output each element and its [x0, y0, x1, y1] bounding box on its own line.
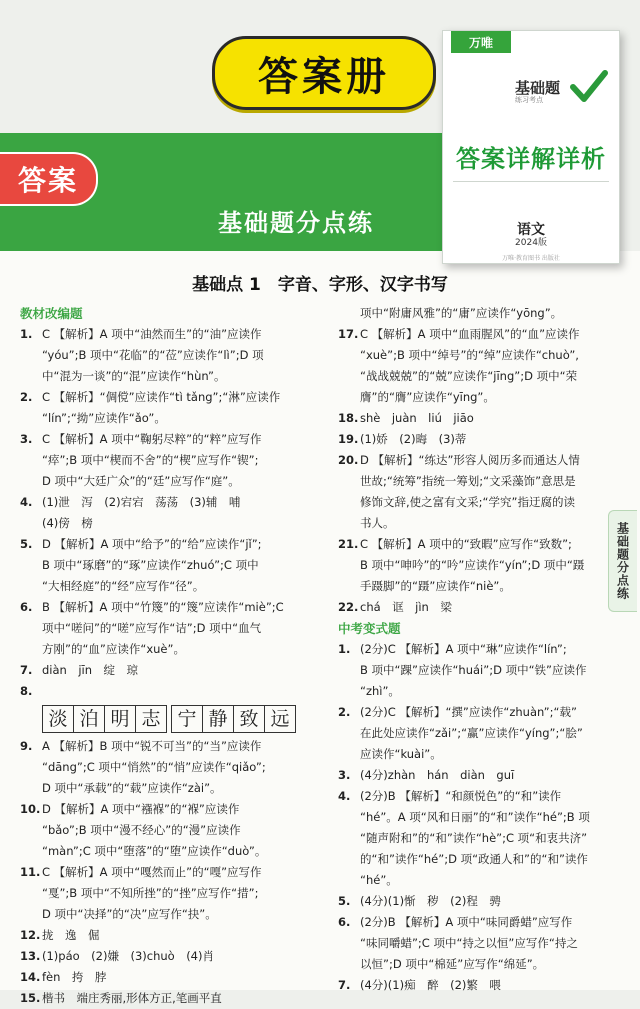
item-line: C 【解析】A 项中的“致暇”应写作“致数”;	[360, 537, 572, 551]
answer-item	[338, 597, 606, 618]
answer-item	[338, 408, 606, 429]
answer-item	[338, 723, 606, 744]
answer-item	[20, 366, 320, 387]
item-number	[20, 513, 42, 534]
item-line: (2分)B 【解析】“和颜悦色”的“和”读作	[360, 789, 562, 803]
answer-item	[20, 883, 320, 904]
answer-item	[20, 946, 320, 967]
item-number	[338, 345, 360, 366]
answer-item	[20, 660, 320, 681]
item-number	[20, 757, 42, 778]
answer-item	[338, 534, 606, 555]
answer-item	[20, 387, 320, 408]
item-number: 5.	[20, 537, 33, 551]
item-line: B 项中“呻吟”的“吟”应读作“yín”;D 项中“蹑	[360, 558, 585, 572]
band-title: 基础题分点练	[218, 209, 374, 237]
item-line: “大相经庭”的“经”应写作“径”。	[42, 579, 205, 593]
item-line: “戛”;B 项中“不知所挫”的“挫”应写作“措”;	[42, 886, 259, 900]
item-line: (1)泄 泻 (2)宕宕 荡荡 (3)辅 哺	[42, 495, 241, 509]
item-number: 3.	[20, 432, 33, 446]
item-number	[338, 471, 360, 492]
answer-item	[20, 555, 320, 576]
answer-item	[20, 597, 320, 618]
answer-item	[338, 681, 606, 702]
answer-item	[20, 450, 320, 471]
answer-item	[338, 660, 606, 681]
item-line: “hé”。	[360, 873, 398, 887]
side-tab: 基础题分点练	[608, 510, 637, 612]
item-line: 在此处应读作“zǎi”;“赢”应读作“yíng”;“脍”	[360, 726, 583, 740]
answer-item	[338, 807, 606, 828]
answer-item	[20, 324, 320, 345]
answer-item	[20, 799, 320, 820]
item-line: diàn jīn 绽 琼	[42, 663, 139, 677]
item-number: 10.	[20, 802, 41, 816]
item-number	[338, 954, 360, 975]
item-line: 方刚”的“血”应读作“xuè”。	[42, 642, 185, 656]
item-number: 2.	[338, 705, 351, 719]
left-column	[20, 303, 320, 1009]
answer-item	[20, 576, 320, 597]
item-line: “味同嚼蜡”;C 项中“持之以恒”应写作“持之	[360, 936, 578, 950]
answer-item	[20, 681, 320, 702]
box-char: 泊	[74, 706, 105, 732]
item-line: shè juàn liú jiāo	[360, 411, 474, 425]
box-group-1	[42, 705, 167, 733]
item-line: C 【解析】A 项中“嘎然而止”的“嘎”应写作	[42, 865, 262, 879]
item-line: chá 诓 jìn 梁	[360, 600, 452, 614]
item-number	[338, 933, 360, 954]
answer-item	[20, 757, 320, 778]
item-number	[20, 820, 42, 841]
item-number	[20, 841, 42, 862]
item-line: 书人。	[360, 516, 395, 530]
item-line: 以恒”;D 项中“棉延”应写作“绵延”。	[360, 957, 545, 971]
answer-item	[338, 786, 606, 807]
item-number: 13.	[20, 949, 41, 963]
item-line: “战战兢兢”的“兢”应读作“jīng”;D 项中“荣	[360, 369, 578, 383]
answer-item	[338, 345, 606, 366]
item-line: C 【解析】A 项中“血雨腥风”的“血”应读作	[360, 327, 580, 341]
item-number	[20, 450, 42, 471]
answer-item	[20, 408, 320, 429]
item-line: “zhì”。	[360, 684, 400, 698]
item-number: 7.	[338, 978, 351, 992]
right-items	[338, 324, 606, 618]
item-number: 17.	[338, 327, 359, 341]
answer-item	[20, 841, 320, 862]
item-number: 8.	[20, 684, 33, 698]
item-number	[338, 870, 360, 891]
item-number	[338, 492, 360, 513]
answer-item	[338, 366, 606, 387]
item-line: 膺”的“膺”应读作“yīng”。	[360, 390, 495, 404]
item-line: (4分)zhàn hán diàn guī	[360, 768, 515, 782]
item-line: D 【解析】A 项中“给予”的“给”应读作“jǐ”;	[42, 537, 262, 551]
writing-boxes	[42, 705, 320, 733]
item-number: 5.	[338, 894, 351, 908]
item-line: “瘁”;B 项中“楔而不舍”的“楔”应写作“锲”;	[42, 453, 259, 467]
item-number: 9.	[20, 739, 33, 753]
answer-item	[20, 618, 320, 639]
item-number	[338, 660, 360, 681]
item-number: 6.	[20, 600, 33, 614]
item-line: (2分)B 【解析】A 项中“味同爵蜡”应写作	[360, 915, 573, 929]
item-number	[20, 904, 42, 925]
right-subhead: 中考变式题	[338, 621, 401, 636]
item-number: 2.	[20, 390, 33, 404]
answer-item	[338, 492, 606, 513]
book-edition: 2024版	[515, 238, 547, 248]
item-number: 15.	[20, 991, 41, 1005]
item-line: D 项中“决择”的“决”应写作“抉”。	[42, 907, 217, 921]
answer-item	[338, 933, 606, 954]
answer-item	[338, 513, 606, 534]
book-series: 基础题	[515, 79, 561, 97]
box-char: 淡	[43, 706, 74, 732]
book-subject: 语文	[517, 222, 545, 238]
item-line: B 项中“琢磨”的“琢”应读作“zhuó”;C 项中	[42, 558, 259, 572]
item-line: 拢 逸 倔	[42, 928, 100, 942]
answer-item	[20, 778, 320, 799]
answer-item	[20, 534, 320, 555]
item-line: D 项中“大廷广众”的“廷”应写作“庭”。	[42, 474, 240, 488]
item-line: “xuè”;B 项中“绰号”的“绰”应读作“chuò”,	[360, 348, 579, 362]
book-cover	[442, 30, 620, 264]
answer-item	[338, 387, 606, 408]
brand-logo: 万唯	[451, 31, 511, 53]
item-number: 12.	[20, 928, 41, 942]
item-line: “hé”。A 项“风和日丽”的“和”读作“hé”;B 项	[360, 810, 590, 824]
item-number: 6.	[338, 915, 351, 929]
answer-item	[20, 736, 320, 757]
item-number	[20, 639, 42, 660]
answer-tag: 答案	[0, 152, 98, 206]
item-line: “lín”;“拗”应读作“ǎo”。	[42, 411, 166, 425]
item-line: C 【解析】“倜傥”应读作“tì tǎng”;“淋”应读作	[42, 390, 281, 404]
item-line: (2分)C 【解析】“撰”应读作“zhuàn”;“载”	[360, 705, 577, 719]
box-char: 志	[141, 707, 161, 730]
answer-item	[20, 925, 320, 946]
item-line: 世故;“统筹”指统一筹划;“文采藻饰”意思是	[360, 474, 576, 488]
item-line: (1)娇 (2)晦 (3)蒂	[360, 432, 467, 446]
item-number	[338, 681, 360, 702]
item-number	[20, 555, 42, 576]
book-divider	[453, 181, 609, 182]
answer-item	[338, 975, 606, 996]
box-char: 远	[270, 707, 290, 730]
answer-item	[338, 639, 606, 660]
item-line: C 【解析】A 项中“油然而生”的“油”应读作	[42, 327, 262, 341]
right-items-b	[338, 639, 606, 996]
item-number	[338, 849, 360, 870]
item-line: A 【解析】B 项中“锐不可当”的“当”应读作	[42, 739, 262, 753]
answer-item	[20, 345, 320, 366]
answer-item	[338, 744, 606, 765]
continued-line	[338, 303, 606, 324]
answer-item	[338, 324, 606, 345]
item-line: “yóu”;B 项中“花临”的“莅”应读作“lì”;D 项	[42, 348, 264, 362]
right-column	[338, 303, 606, 996]
item-number	[338, 576, 360, 597]
item-line: (2分)C 【解析】A 项中“琳”应读作“lín”;	[360, 642, 567, 656]
item-line: (1)páo (2)嫌 (3)chuò (4)肖	[42, 949, 214, 963]
item-line: (4)傍 榜	[42, 516, 93, 530]
item-number	[338, 387, 360, 408]
item-number	[338, 828, 360, 849]
answer-item	[338, 849, 606, 870]
answer-item	[20, 513, 320, 534]
item-number	[20, 408, 42, 429]
item-line: “dāng”;C 项中“悄然”的“悄”应读作“qiǎo”;	[42, 760, 266, 774]
item-line: C 【解析】A 项中“鞠躬尽粹”的“粹”应写作	[42, 432, 262, 446]
item-number: 4.	[20, 495, 33, 509]
left-items-b	[20, 736, 320, 1009]
item-number: 1.	[20, 327, 33, 341]
item-number	[338, 744, 360, 765]
item-line: D 【解析】A 项中“襁褓”的“褓”应读作	[42, 802, 240, 816]
item-number	[338, 513, 360, 534]
item-line: “随声附和”的“和”读作“hè”;C 项“和衷共济”	[360, 831, 588, 845]
item-number: 4.	[338, 789, 351, 803]
answer-item	[20, 429, 320, 450]
book-series-sub: 练习考点	[515, 96, 543, 104]
item-number	[338, 807, 360, 828]
book-footer: 万唯·教育图书 出版社	[502, 255, 560, 262]
item-number	[20, 576, 42, 597]
section-title: 基础点 1 字音、字形、汉字书写	[192, 275, 448, 295]
item-number: 14.	[20, 970, 41, 984]
item-number: 19.	[338, 432, 359, 446]
item-line: D 【解析】“练达”形容人阅历多而通达人情	[360, 453, 580, 467]
item-number	[338, 723, 360, 744]
item-number: 11.	[20, 865, 41, 879]
box-char: 静	[203, 706, 234, 732]
item-number: 3.	[338, 768, 351, 782]
check-icon	[569, 69, 609, 105]
item-line: 楷书 端庄秀丽,形体方正,笔画平直	[42, 991, 222, 1005]
item-line: (4分)(1)惭 秽 (2)程 骋	[360, 894, 501, 908]
answer-item	[20, 471, 320, 492]
left-subhead: 教材改编题	[20, 306, 83, 321]
box-group-2	[171, 705, 296, 733]
answer-item	[338, 702, 606, 723]
item-line: 项中“嗟问”的“嗟”应写作“诘”;D 项中“血气	[42, 621, 262, 635]
item-line: fèn 挎 脖	[42, 970, 107, 984]
item-number: 22.	[338, 600, 359, 614]
box-char: 致	[234, 706, 265, 732]
answer-item	[20, 904, 320, 925]
item-line: “màn”;C 项中“堕落”的“堕”应读作“duò”。	[42, 844, 267, 858]
item-number	[20, 345, 42, 366]
answer-item	[338, 912, 606, 933]
answer-item	[20, 492, 320, 513]
item-number	[20, 618, 42, 639]
banner-title: 答案册	[212, 36, 436, 110]
answer-item	[20, 967, 320, 988]
answer-item	[338, 450, 606, 471]
answer-item	[20, 639, 320, 660]
item-line: 中“混为一谈”的“混”应读作“hùn”。	[42, 369, 226, 383]
item-number	[20, 471, 42, 492]
box-char: 宁	[172, 706, 203, 732]
answer-item	[338, 429, 606, 450]
answer-item	[20, 862, 320, 883]
answer-item	[20, 820, 320, 841]
item-number	[20, 778, 42, 799]
item-line: B 项中“踝”应读作“huái”;D 项中“铁”应读作	[360, 663, 587, 677]
item-number: 20.	[338, 453, 359, 467]
item-line: B 【解析】A 项中“竹篾”的“篾”应读作“miè”;C	[42, 600, 284, 614]
item-line: 项中“附庸风雅”的“庸”应读作“yōng”。	[360, 306, 563, 320]
answer-item	[338, 765, 606, 786]
item-number	[338, 366, 360, 387]
item-line: 修饰文辞,使之富有文采;“学究”指迂腐的读	[360, 495, 575, 509]
answer-item	[338, 870, 606, 891]
item-number	[338, 555, 360, 576]
item-line: 的“和”读作“hé”;D 项“政通人和”的“和”读作	[360, 852, 588, 866]
item-number	[20, 366, 42, 387]
box-char: 明	[105, 706, 136, 732]
item-line: 手蹑脚”的“蹑”应读作“niè”。	[360, 579, 511, 593]
answer-item	[338, 555, 606, 576]
item-number: 21.	[338, 537, 359, 551]
answer-item	[338, 576, 606, 597]
left-items	[20, 324, 320, 681]
answer-item	[20, 988, 320, 1009]
item-number: 18.	[338, 411, 359, 425]
item-number: 1.	[338, 642, 351, 656]
answer-item	[338, 891, 606, 912]
item-line: “bǎo”;B 项中“漫不经心”的“漫”应读作	[42, 823, 241, 837]
item-number: 7.	[20, 663, 33, 677]
answer-item	[338, 828, 606, 849]
book-title: 答案详解详析	[456, 145, 606, 173]
item-number	[20, 883, 42, 904]
item-line: (4分)(1)痴 醉 (2)繁 喂	[360, 978, 501, 992]
item-line: D 项中“承载”的“载”应读作“zài”。	[42, 781, 222, 795]
answer-item	[338, 471, 606, 492]
item-line: 应读作“kuài”。	[360, 747, 442, 761]
answer-item	[338, 954, 606, 975]
